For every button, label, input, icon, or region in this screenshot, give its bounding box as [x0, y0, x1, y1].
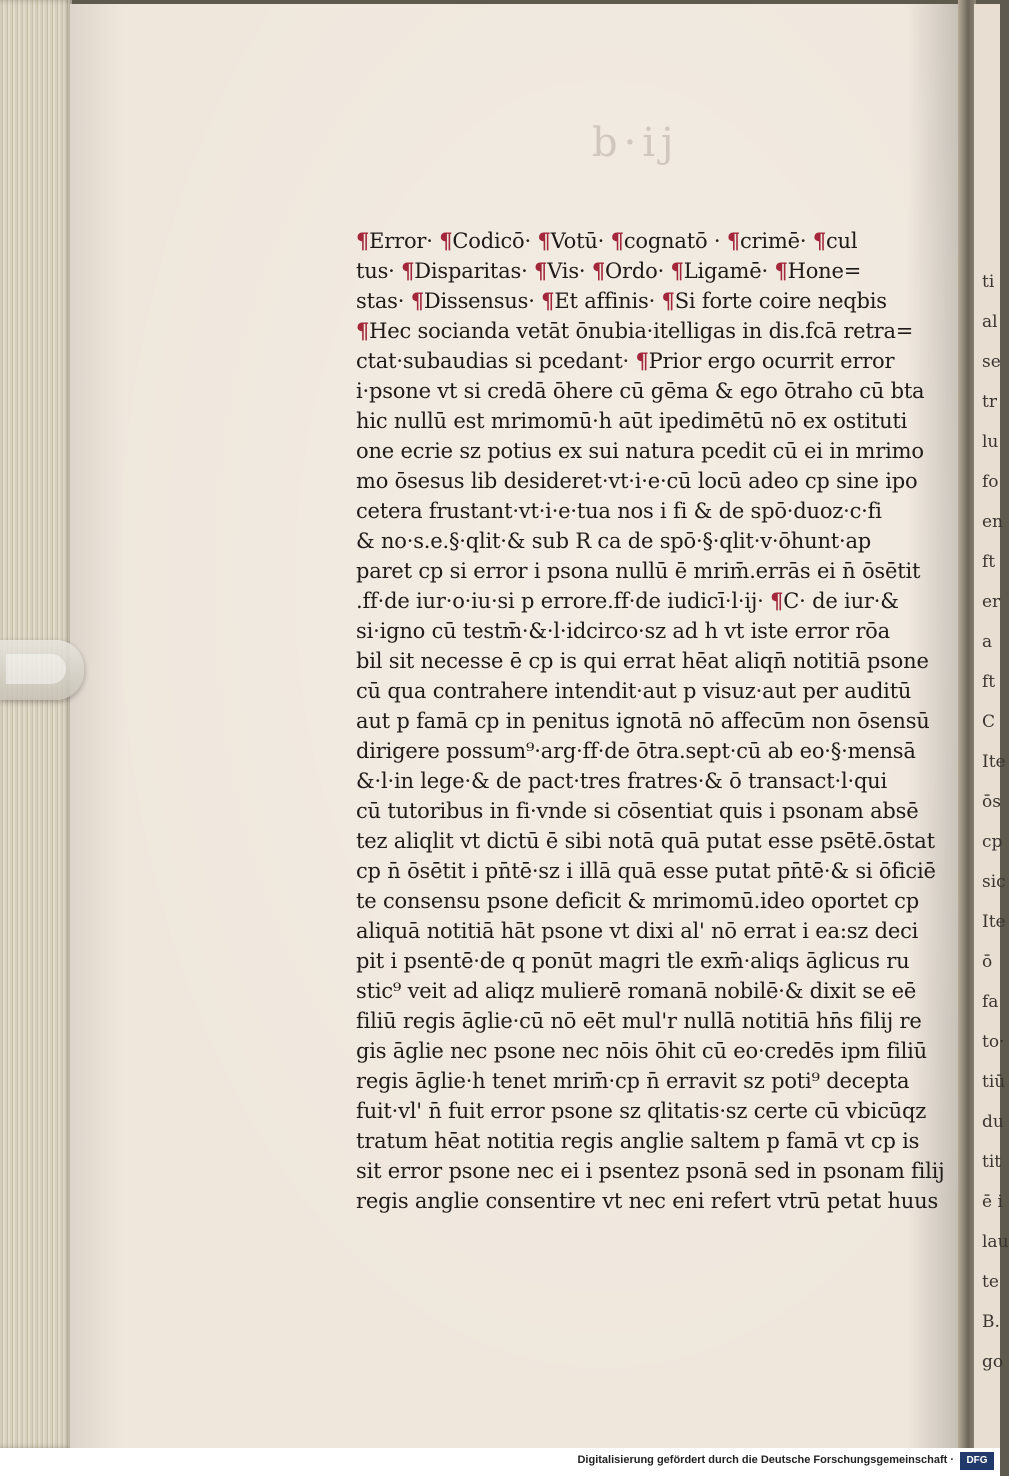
text-segment: Ordo·	[605, 259, 665, 283]
text-segment: C·	[783, 589, 806, 613]
paragraph-mark-icon: ¶	[541, 288, 555, 313]
text-segment: paret cp si error i psona nullū ē mrim̄.errās ei n̄ ōsētit	[356, 559, 921, 583]
text-segment: cognatō ·	[623, 229, 721, 253]
facing-page-fragment: Ite	[982, 912, 1006, 932]
text-segment: fuit·vl' n̄ fuit error psone sz qlitatis·sz certe cū vbicūqz	[356, 1099, 927, 1123]
text-segment: tez aliqlit vt dictū ē sibi notā quā putat esse psētē.ōstat	[356, 829, 935, 853]
text-line	[356, 616, 936, 646]
facing-page-fragment: fo	[982, 472, 999, 492]
text-segment: .ff·de iur·o·iu·si p errore.ff·de iudicī·l·ij·	[356, 589, 764, 613]
facing-page-fragment: ōs	[982, 792, 1001, 812]
facing-page-fragment: ft	[982, 552, 996, 572]
paragraph-mark-icon: ¶	[356, 228, 370, 253]
text-segment: Votū·	[550, 229, 605, 253]
text-segment: stic⁹ veit ad aliqz mulierē romanā nobilē·& dixit se eē	[356, 979, 917, 1003]
text-segment: sit error psone nec ei i psentez psonā sed in psonam filij	[356, 1159, 945, 1183]
paragraph-mark-icon: ¶	[770, 588, 784, 613]
text-line	[356, 736, 936, 766]
facing-page-fragment: ē i	[982, 1192, 1003, 1212]
text-segment: aut p famā cp in penitus ignotā nō affecūm non ōsensū	[356, 709, 930, 733]
text-line	[356, 1036, 936, 1066]
text-line	[356, 886, 936, 916]
text-segment: Si forte coire neqbis	[674, 289, 887, 313]
page-signature-mark: b·ij	[592, 120, 680, 166]
facing-page-fragment: tiū	[982, 1072, 1006, 1092]
facing-page-fragment: ti	[982, 272, 995, 292]
paragraph-mark-icon: ¶	[356, 318, 370, 343]
text-segment: dirigere possum⁹·arg·ff·de ōtra.sept·cū ab eo·§·mensā	[356, 739, 916, 763]
text-segment: Codicō·	[452, 229, 531, 253]
text-segment: regis āglie·h tenet mrim̄·cp n̄ erravit sz poti⁹ decepta	[356, 1069, 910, 1093]
page-clip	[0, 640, 84, 700]
facing-page-fragment: ō	[982, 952, 993, 972]
text-segment: pit i psentē·de q ponūt magri tle exm̄·aliqs āglicus ru	[356, 949, 910, 973]
facing-page-fragment: du	[982, 1112, 1004, 1132]
text-line	[356, 1156, 945, 1186]
book-fore-edge	[0, 0, 72, 1448]
paragraph-mark-icon: ¶	[401, 258, 415, 283]
text-line	[356, 586, 936, 616]
text-line	[356, 526, 936, 556]
text-segment: cul	[826, 229, 858, 253]
paragraph-mark-icon: ¶	[812, 228, 826, 253]
facing-page-fragment: er	[982, 592, 1001, 612]
paragraph-mark-icon: ¶	[670, 258, 684, 283]
text-segment: Ligamē·	[683, 259, 768, 283]
paragraph-mark-icon: ¶	[410, 288, 424, 313]
text-segment: cū qua contrahere intendit·aut p visuz·aut per auditū	[356, 679, 912, 703]
facing-page-fragment: ft	[982, 672, 996, 692]
text-line	[356, 1126, 936, 1156]
text-line	[356, 496, 936, 526]
text-segment: hic nullū est mrimomū·h aūt ipedimētū nō ex ostituti	[356, 409, 908, 433]
text-segment: regis anglie consentire vt nec eni refert vtrū petat huus	[356, 1189, 939, 1213]
facing-page-fragment: tit	[982, 1152, 1002, 1172]
text-segment: cp n̄ ōsētit i pn̄tē·sz i illā quā esse putat pn̄tē·& si ōficiē	[356, 859, 936, 883]
text-segment: bil sit necesse ē cp is qui errat hēat aliqn̄ notitiā psone	[356, 649, 929, 673]
text-segment: Hone=	[787, 259, 862, 283]
text-segment: & no·s.e.§·qlit·& sub R ca de spō·§·qlit·v·ōhunt·ap	[356, 529, 872, 553]
text-line	[356, 1066, 936, 1096]
text-line	[356, 826, 936, 856]
text-block	[356, 226, 945, 1216]
facing-page-fragment: se	[982, 352, 1001, 372]
text-line	[356, 376, 936, 406]
facing-page-fragment: lau	[982, 1232, 1009, 1252]
footer-credit: Digitalisierung gefördert durch die Deutsche Forschungsgemeinschaft ·	[577, 1454, 954, 1466]
text-line	[356, 316, 936, 346]
text-line	[356, 796, 936, 826]
text-segment: Prior ergo ocurrit error	[648, 349, 895, 373]
text-line	[356, 856, 936, 886]
text-line	[356, 256, 936, 286]
text-line	[356, 946, 936, 976]
text-segment: Disparitas·	[414, 259, 528, 283]
text-segment: i·psone vt si credā ōhere cū gēma & ego ōtraho cū bta	[356, 379, 925, 403]
text-line	[356, 976, 936, 1006]
facing-page-fragment: C	[982, 712, 996, 732]
text-line	[356, 286, 936, 316]
footer-bar	[0, 1448, 1000, 1476]
facing-page-fragment: sic	[982, 872, 1006, 892]
text-segment: stas·	[356, 289, 405, 313]
text-segment: tratum hēat notitia regis anglie saltem p famā vt cp is	[356, 1129, 920, 1153]
paragraph-mark-icon: ¶	[591, 258, 606, 283]
text-segment: &·l·in lege·& de pact·tres fratres·& ō transact·l·qui	[356, 769, 888, 793]
text-line	[356, 556, 936, 586]
paragraph-mark-icon: ¶	[610, 228, 624, 253]
facing-page-fragment: tr	[982, 392, 997, 412]
text-segment: Error·	[369, 229, 433, 253]
facing-page-fragment: a	[982, 632, 993, 652]
text-segment: filiū regis āglie·cū nō eēt mul'r nullā notitiā hn̄s filij re	[356, 1009, 922, 1033]
text-line	[356, 1006, 936, 1036]
text-line	[356, 676, 936, 706]
text-segment: mo ōsesus lib desideret·vt·i·e·cū locū adeo cp sine ipo	[356, 469, 918, 493]
text-line	[356, 346, 936, 376]
text-line	[356, 706, 936, 736]
facing-page-fragment: te	[982, 1272, 999, 1292]
text-line	[356, 1096, 936, 1126]
text-segment: te consensu psone deficit & mrimomū.ideo oportet cp	[356, 889, 919, 913]
text-segment: aliquā notitiā hāt psone vt dixi al' nō errat i ea:sz deci	[356, 919, 919, 943]
facing-page-fragment: cp	[982, 832, 1003, 852]
text-line	[356, 226, 936, 256]
paragraph-mark-icon: ¶	[439, 228, 453, 253]
paragraph-mark-icon: ¶	[537, 228, 551, 253]
paragraph-mark-icon: ¶	[635, 348, 649, 373]
paragraph-mark-icon: ¶	[726, 228, 740, 253]
text-line	[356, 436, 936, 466]
facing-page-fragment: go	[982, 1352, 1004, 1372]
text-segment: crimē·	[740, 229, 807, 253]
text-segment: cū tutoribus in fi·vnde si cōsentiat quis i psonam absē	[356, 799, 919, 823]
text-segment: gis āglie nec psone nec nōis ōhit cū eo·credēs ipm filiū	[356, 1039, 927, 1063]
facing-page-fragment: fa	[982, 992, 999, 1012]
facing-page-fragment: to·	[982, 1032, 1005, 1052]
facing-page-fragment: B.	[982, 1312, 1000, 1332]
paragraph-mark-icon: ¶	[661, 288, 675, 313]
text-line	[356, 466, 936, 496]
text-segment: Vis·	[547, 259, 586, 283]
text-line	[356, 766, 936, 796]
facing-page-fragment: en	[982, 512, 1004, 532]
text-segment: Hec socianda vetāt ōnubia·itelligas in dis.fcā retra=	[369, 319, 914, 343]
dfg-logo[interactable]: DFG	[960, 1452, 994, 1470]
text-segment: Et affinis·	[554, 289, 656, 313]
page-clip-highlight	[6, 654, 66, 684]
text-segment: cetera frustant·vt·i·e·tua nos i fi & de spō·duoz·c·fi	[356, 499, 882, 523]
paragraph-mark-icon: ¶	[774, 258, 788, 283]
text-line	[356, 646, 936, 676]
facing-page-fragment: lu	[982, 432, 999, 452]
text-line	[356, 1186, 939, 1216]
text-segment: Dissensus·	[423, 289, 535, 313]
text-segment: de iur·&	[812, 589, 899, 613]
facing-page-edge	[974, 4, 1009, 1448]
text-segment: si·igno cū testm̄·&·l·idcirco·sz ad h vt iste error rōa	[356, 619, 890, 643]
text-segment: one ecrie sz potius ex sui natura pcedit cū ei in mrimo	[356, 439, 924, 463]
text-segment: tus·	[356, 259, 395, 283]
facing-page-fragment: al	[982, 312, 998, 332]
text-line	[356, 916, 936, 946]
text-line	[356, 406, 936, 436]
text-segment: ctat·subaudias si pcedant·	[356, 349, 629, 373]
paragraph-mark-icon: ¶	[534, 258, 548, 283]
facing-page-fragment: Ite	[982, 752, 1006, 772]
